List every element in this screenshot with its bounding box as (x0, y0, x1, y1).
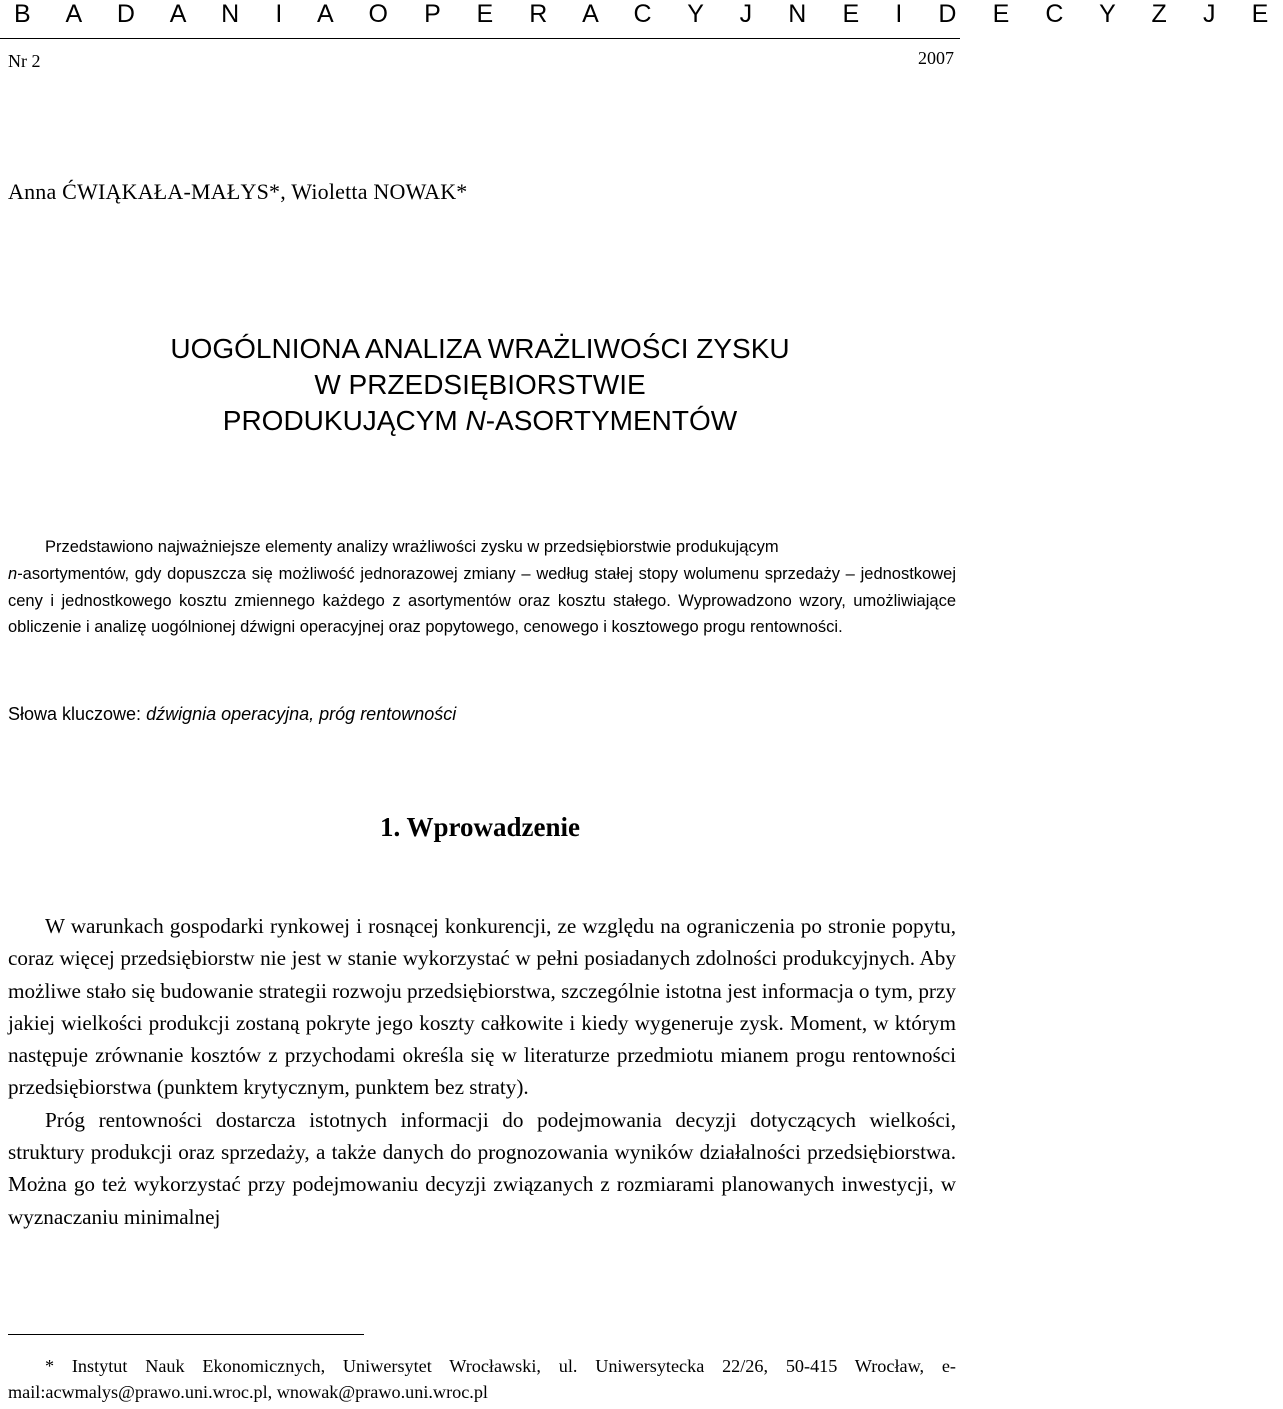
body-paragraph-1: W warunkach gospodarki rynkowej i rosnącej konkurencji, ze względu na ograniczenia po stronie popytu, coraz więcej przedsiębiorstw nie jest w stanie wykorzystać w pełni posiadanych zdolności produkcyjnych. Aby możliwe stało się budowanie strategii rozwoju przedsiębiorstwa, szczególnie istotna jest informacja o tym, przy jakiej wielkości produkcji zostaną pokryte jego koszty całkowite i kiedy wygeneruje zysk. Moment, w którym następuje zrównanie kosztów z przychodami określa się w literaturze przedmiotu mianem progu rentowności przedsiębiorstwa (punktem krytycznym, punktem bez straty). (8, 914, 956, 1100)
footnote-text: * Instytut Nauk Ekonomicznych, Uniwersytet Wrocławski, ul. Uniwersytecka 22/26, 50-415 Wrocław, e-mail:acwmalys@prawo.uni.wroc.pl, wnowak@prawo.uni.wroc.pl (8, 1356, 956, 1402)
keywords (8, 702, 456, 726)
issue-year: 2007 (918, 48, 954, 68)
title-line-2: W PRZEDSIĘBIORSTWIE (314, 369, 646, 400)
keywords-terms: dźwignia operacyjna, próg rentowności (146, 704, 457, 724)
abstract-paragraph (8, 534, 956, 641)
body-text (8, 910, 956, 1233)
keywords-label: Słowa kluczowe: (8, 704, 147, 724)
footnote-rule (8, 1334, 364, 1335)
issue-number: Nr 2 (8, 51, 41, 71)
title-line-3-italic: N (465, 405, 486, 436)
article-title (0, 331, 960, 439)
journal-header (0, 0, 1283, 36)
abstract-rest: -asortymentów, gdy dopuszcza się możliwość jednorazowej zmiany – według stałej stopy wolumenu sprzedaży – jednostkowej ceny i jednostkowego kosztu zmiennego każdego z asortymentów oraz kosztu stałego. Wyprowadzono wzory, umożliwiające obliczenie i analizę uogólnionej dźwigni operacyjnej oraz popytowego, cenowego i kosztowego progu rentowności. (8, 564, 956, 637)
header-rule (0, 38, 960, 39)
authors: Anna ĆWIĄKAŁA-MAŁYS*, Wioletta NOWAK* (8, 179, 468, 204)
abstract-n-italic: n (8, 564, 18, 583)
abstract (8, 534, 956, 641)
title-line-3 (0, 403, 960, 439)
title-line-3-suffix: -ASORTYMENTÓW (485, 405, 738, 436)
body-paragraph-2: Próg rentowności dostarcza istotnych informacji do podejmowania decyzji dotyczących wielkości, struktury produkcji oraz sprzedaży, a także danych do prognozowania wyników działalności przedsiębiorstwa. Można go też wykorzystać przy podejmowaniu decyzji związanych z rozmiarami planowanych inwestycji, w wyznaczaniu minimalnej (8, 1107, 956, 1229)
footnote (8, 1353, 956, 1405)
title-line-3-prefix: PRODUKUJĄCYM (222, 405, 466, 436)
title-line-1: UOGÓLNIONA ANALIZA WRAŻLIWOŚCI ZYSKU (170, 333, 790, 364)
abstract-lead: Przedstawiono najważniejsze elementy analizy wrażliwości zysku w przedsiębiorstwie produkującym (45, 538, 779, 556)
section-heading: 1. Wprowadzenie (379, 812, 580, 842)
journal-title: B A D A N I A O P E R A C Y J N E I D E C Y Z J E (14, 0, 1283, 28)
